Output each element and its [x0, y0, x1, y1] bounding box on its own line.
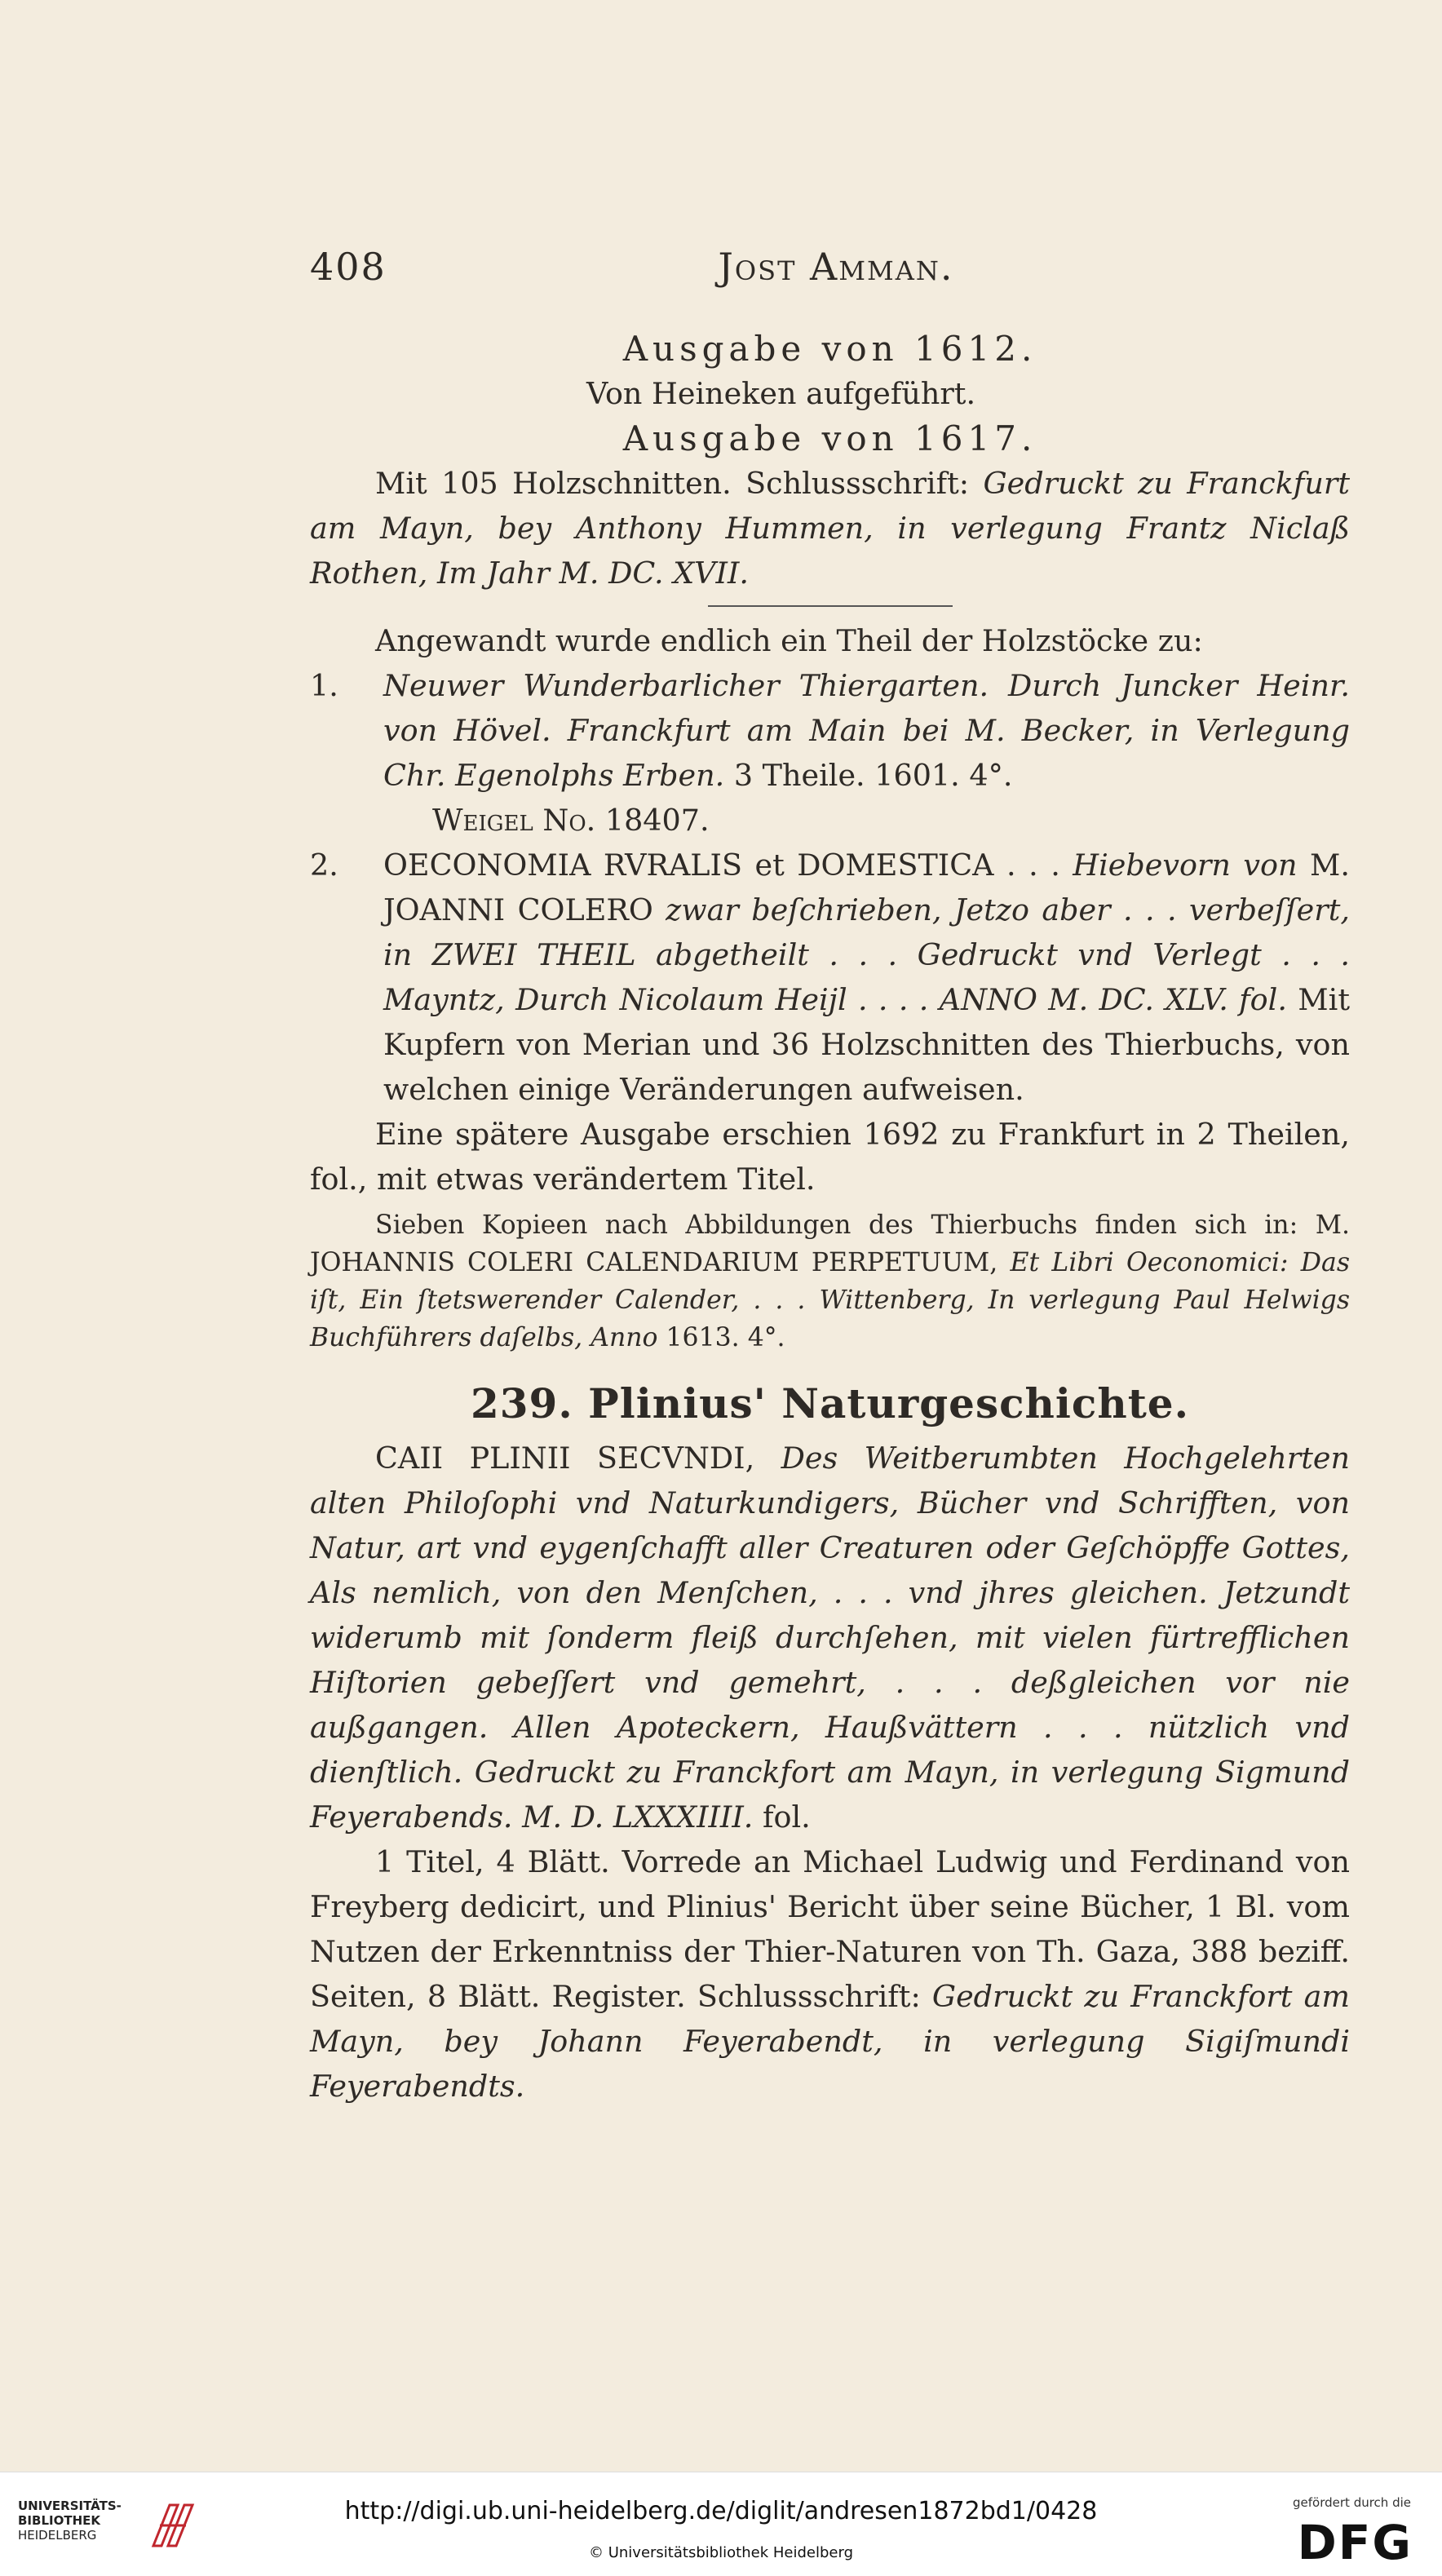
page-content: [310, 326, 1350, 2109]
section-heading: 239. Plinius' Naturgeschichte.: [470, 1379, 1190, 1427]
list-item: 1. Neuwer Wunderbarlicher Thiergarten. Durch Juncker Heinr. von Hövel. Franckfurt am Main bei M. Becker, in Verlegung Chr. Egenolphs Erben. 3 Theile. 1601. 4°.: [310, 663, 1350, 798]
later-edition-paragraph: Eine spätere Ausgabe erschien 1692 zu Frankfurt in 2 Theilen, fol., mit etwas verändertem Titel.: [310, 1117, 1350, 1197]
plinius-title-paragraph: CAII PLINII SECVNDI, Des Weitberumbten Hochgelehrten alten Philoſophi vnd Naturkundigers, Bücher vnd Schrifften, von Natur, art vnd eygenſchafft aller Creaturen oder Geſchöpffe Gottes, Als nemlich, von den Menſchen, . . . vnd jhres gleichen. Jetzundt widerumb mit ſonderm fleiß durchſehen, mit vielen fürtrefflichen Hiſtorien gebeſſert vnd gemehrt, . . . deßgleichen vor nie außgangen. Allen Apoteckern, Haußvättern . . . nützlich vnd dienſtlich. Gedruckt zu Franckfort am Mayn, in verlegung Sigmund Feyerabends. M. D. LXXXIIII. fol.: [310, 1441, 1350, 1835]
running-head: [310, 245, 1362, 302]
edition-1617-text: Mit 105 Holzschnitten. Schlussschrift: Gedruckt zu Franckfurt am Mayn, bey Anthony Hummen, in verlegung Frantz Niclaß Rothen, Im Jahr M. DC. XVII.: [310, 466, 1350, 591]
page-number: 408: [310, 245, 387, 289]
list-number: 2.: [310, 848, 338, 883]
edition-1612-heading: Ausgabe von 1612.: [622, 329, 1037, 369]
list-number: 1.: [310, 668, 338, 703]
list-item: 2. OECONOMIA RVRALIS et DOMESTICA . . . Hiebevorn von M. JOANNI COLERO zwar beſchrieben, Jetzo aber . . . verbeſſert, in ZWEI THEIL abgetheilt . . . Gedruckt vnd Verlegt . . . Mayntz, Durch Nicolaum Heijl . . . . ANNO M. DC. XLV. fol. Mit Kupfern von Merian und 36 Holzschnitten des Thierbuchs, von welchen einige Veränderungen aufweisen.: [310, 843, 1350, 1112]
plinius-description-paragraph: 1 Titel, 4 Blätt. Vorrede an Michael Ludwig und Ferdinand von Freyberg dedicirt, und Plinius' Bericht über seine Bücher, 1 Bl. vom Nutzen der Erkenntniss der Thier-Naturen von Th. Gaza, 388 beziff. Seiten, 8 Blätt. Register. Schlussschrift: Gedruckt zu Franckfort am Mayn, bey Johann Feyerabendt, in verlegung Sigiſmundi Feyerabendts.: [310, 1844, 1350, 2104]
viewer-footer: [0, 2472, 1442, 2576]
divider-rule: [708, 605, 953, 607]
permalink-url[interactable]: http://digi.ub.uni-heidelberg.de/diglit/andresen1872bd1/0428: [344, 2497, 1098, 2525]
weigel-reference: Weigel No. 18407.: [432, 803, 710, 838]
edition-1617-heading: Ausgabe von 1617.: [622, 418, 1037, 458]
copies-note: Sieben Kopieen nach Abbildungen des Thierbuchs finden sich in: M. JOHANNIS COLERI CALENDARIUM PERPETUUM, Et Libri Oeconomici: Das iſt, Ein ſtetswerender Calender, . . . Wittenberg, In verlegung Paul Helwigs Buchführers daſelbs, Anno 1613. 4°.: [310, 1211, 1350, 1352]
edition-1612-note: Von Heineken aufgeführt.: [586, 376, 976, 411]
dfg-logo[interactable]: DFG: [1297, 2515, 1413, 2570]
funding-note: gefördert durch die: [1293, 2495, 1411, 2510]
copyright-note: © Universitätsbibliothek Heidelberg: [588, 2544, 853, 2561]
reuse-list: [310, 663, 1350, 1112]
library-logo[interactable]: UNIVERSITÄTS- BIBLIOTHEK HEIDELBERG: [18, 2499, 122, 2543]
angewandt-paragraph: Angewandt wurde endlich ein Theil der Holzstöcke zu:: [375, 623, 1203, 658]
running-title: Jost Amman.: [718, 245, 954, 289]
